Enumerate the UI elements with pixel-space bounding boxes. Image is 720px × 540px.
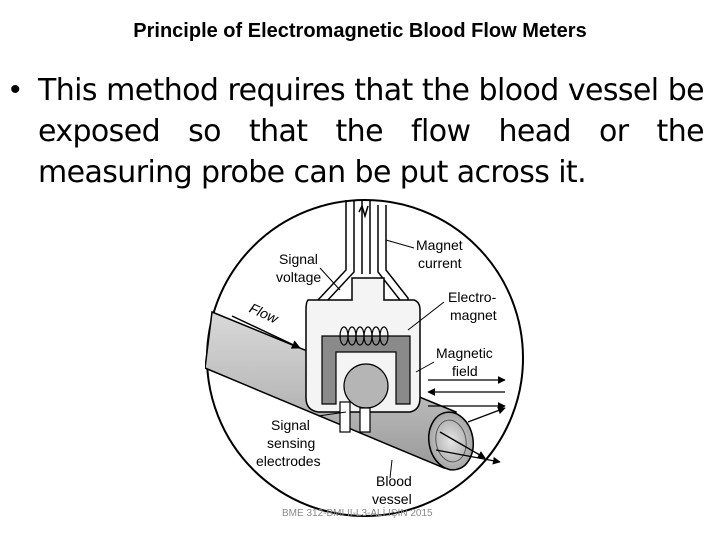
blood-vessel-label-line1: Blood — [376, 473, 412, 489]
magnet-current-label-line1: Magnet — [416, 237, 463, 253]
magnet-current-label-line2: current — [418, 255, 462, 271]
signal-electrodes-label-line3: electrodes — [256, 453, 321, 469]
electromagnet-label-line2: magnet — [450, 307, 497, 323]
magnetic-field-label-line2: field — [452, 363, 478, 379]
slide-title: Principle of Electromagnetic Blood Flow Meters — [133, 20, 587, 42]
flow-label: Flow — [246, 299, 281, 327]
electromagnetic-flowmeter-diagram — [205, 195, 525, 540]
bullet-marker: • — [10, 73, 21, 106]
signal-electrodes-label-line1: Signal — [271, 417, 310, 433]
blood-vessel-label-line2: vessel — [372, 491, 412, 507]
slide-footer: BME 312-BMI II-L3-ALİ IŞIN 2015 — [282, 508, 433, 519]
vessel-in-probe — [344, 364, 388, 408]
signal-electrodes-label-line2: sensing — [267, 435, 316, 451]
electromagnet-label-line1: Electro- — [448, 289, 497, 305]
bullet-text: This method requires that the blood vessel be exposed so that the flow head or the measuring probe can be put across it. — [38, 73, 704, 190]
signal-voltage-label-line2: voltage — [276, 269, 322, 285]
magnetic-field-label-line1: Magnetic — [436, 345, 493, 361]
signal-voltage-label-line1: Signal — [279, 251, 318, 267]
